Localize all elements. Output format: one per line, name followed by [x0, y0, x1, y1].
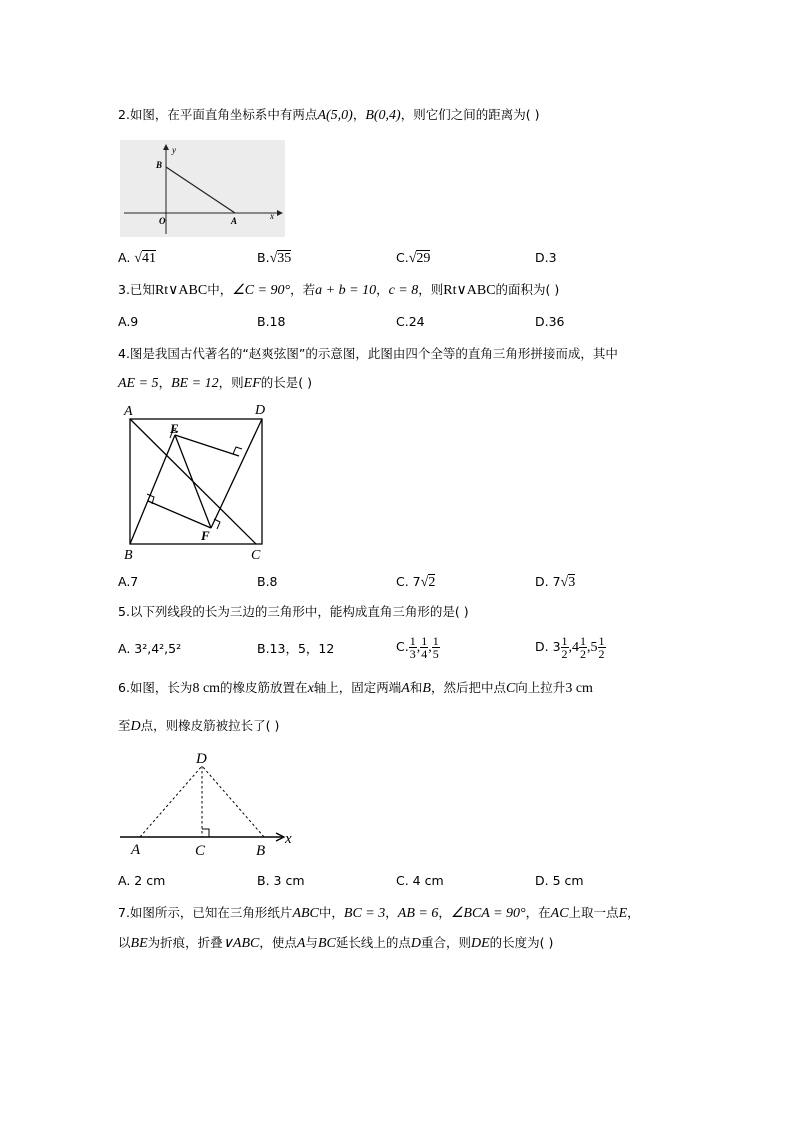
q7-d: D	[410, 936, 421, 951]
q2-point-a: A(5,0)	[317, 108, 353, 123]
q2-label-x: x	[270, 211, 274, 221]
q6-text-d: ，然后把中点	[430, 680, 506, 695]
q5-option-d-frac-3	[598, 635, 606, 660]
q4-line-d-f	[211, 419, 262, 528]
q6-x: x	[307, 681, 314, 696]
q5-option-d[interactable]	[535, 631, 606, 664]
q4-label-f: F	[201, 528, 210, 543]
q4-line-ef	[175, 435, 211, 528]
q6-line-bd	[202, 766, 264, 837]
q7-bc2: BC	[317, 936, 336, 951]
q4-line-e-right	[175, 435, 239, 456]
q5-option-b[interactable]: B.13，5，12	[257, 641, 335, 656]
q4-option-c-sqrt: √2	[420, 575, 436, 590]
q6-line-ad	[140, 766, 202, 837]
q6-and: 和	[409, 680, 423, 695]
q2-label-a: A	[231, 216, 238, 226]
q2-option-b-radicand: 35	[277, 251, 292, 266]
q2-figure-bg	[120, 140, 285, 237]
q3-stem	[118, 281, 559, 300]
q7-text-c: ，在	[525, 905, 551, 920]
q4-label-c: C	[251, 548, 261, 563]
q6-stem-line2	[118, 717, 279, 736]
q3-rt-triangle-2: Rt∨ABC	[443, 283, 496, 298]
q3-stem-end: 的面积为( )	[495, 282, 560, 297]
q3-mid2: ，若	[290, 282, 316, 297]
q4-option-d-label: D. 7	[535, 574, 561, 589]
q6-text-b: 的橡皮筋放置在	[220, 680, 308, 695]
q5-d-mid1: ,4	[568, 640, 580, 655]
q5-option-d-label: D. 3	[535, 639, 561, 654]
q6-text-a: 6.如图，长为	[118, 680, 193, 695]
q3-mid3: ，	[376, 282, 389, 297]
q4-be: BE = 12	[171, 376, 219, 391]
q5-frac-num: 1	[580, 634, 587, 648]
q3-stem-text: 3.已知	[118, 282, 155, 297]
q2-option-b-sqrt: √35	[269, 251, 292, 266]
q5-frac-num: 1	[432, 634, 439, 648]
q4-right-angle-right	[233, 447, 242, 454]
q2-option-a[interactable]	[118, 249, 156, 268]
q2-stem	[118, 106, 539, 125]
q2-stem-text: 2.如图，在平面直角坐标系中有两点	[118, 107, 318, 122]
q2-option-c-sqrt: √29	[408, 251, 431, 266]
q5-frac-den: 4	[421, 647, 428, 661]
q7-a: A	[296, 936, 306, 951]
q7-text-a: 7.如图所示，已知在三角形纸片	[118, 905, 293, 920]
q2-label-b: B	[156, 160, 163, 170]
q5-option-c-frac-1	[409, 635, 417, 660]
q2-option-c[interactable]	[396, 249, 430, 268]
q4-label-e: E	[170, 421, 179, 436]
q5-option-d-frac-1	[561, 635, 569, 660]
q4-post-pre: ，则	[218, 375, 244, 390]
q7-triangle: ∨ABC	[222, 936, 260, 951]
q4-option-d[interactable]	[535, 573, 575, 592]
q6-option-a[interactable]: A. 2 cm	[118, 873, 166, 888]
q6-text-c: 轴上，固定两端	[313, 680, 402, 695]
q5-frac-num: 1	[421, 634, 428, 648]
q5-frac-den: 2	[580, 647, 587, 661]
q2-label-y: y	[172, 145, 176, 155]
q4-label-d: D	[255, 403, 266, 418]
q5-option-d-frac-2	[579, 635, 587, 660]
q6-label-b: B	[256, 843, 266, 859]
q7-stem-line1	[118, 904, 640, 923]
q5-comma: ,	[416, 640, 421, 655]
q6-b: B	[422, 681, 431, 696]
q2-label-o: O	[159, 216, 166, 226]
q6-label-c: C	[195, 843, 206, 859]
q6-text-f: 至	[118, 718, 131, 733]
q4-option-d-radicand: 3	[568, 575, 576, 590]
q7-comma-1: ，	[385, 905, 398, 920]
q5-option-c[interactable]	[396, 631, 440, 664]
q3-mid1: 中，	[207, 282, 233, 297]
q2-stem-end: ，则它们之间的距离为( )	[400, 107, 540, 122]
q2-option-b[interactable]	[257, 249, 291, 268]
q7-bc: BC = 3	[343, 906, 386, 921]
q7-text-b: 中，	[318, 905, 344, 920]
q7-angle: ∠BCA = 90°	[450, 906, 526, 921]
q3-option-c[interactable]: C.24	[396, 314, 425, 329]
q7-text-i: 与	[305, 935, 318, 950]
q2-option-a-sqrt: √41	[134, 251, 156, 266]
q5-option-c-frac-3	[432, 635, 440, 660]
q5-frac-den: 3	[409, 647, 416, 661]
q4-figure	[118, 398, 278, 564]
q2-option-d[interactable]: D.3	[535, 250, 557, 265]
q2-option-a-radicand: 41	[141, 251, 156, 266]
q3-option-d[interactable]: D.36	[535, 314, 565, 329]
q4-stem-line2	[118, 374, 312, 393]
q7-ac: AC	[550, 906, 569, 921]
q7-text-g: 为折痕，折叠	[147, 935, 223, 950]
q6-option-c[interactable]: C. 4 cm	[396, 873, 444, 888]
q5-stem: 5.以下列线段的长为三边的三角形中，能构成直角三角形的是( )	[118, 604, 469, 619]
q5-option-c-label: C.	[396, 639, 409, 654]
q4-stem-end: 的长是( )	[260, 375, 312, 390]
q7-text-h: ，使点	[259, 935, 297, 950]
q2-point-b: B(0,4)	[365, 108, 401, 123]
q4-stem-line1: 4.图是我国古代著名的“赵爽弦图”的示意图，此图由四个全等的直角三角形拼接而成，其中	[118, 346, 618, 361]
q4-line-b-e	[130, 435, 175, 544]
q2-option-a-label: A.	[118, 250, 131, 265]
q6-text-e: 向上拉升	[515, 680, 566, 695]
q6-c: C	[505, 681, 516, 696]
q7-ab: AB = 6	[397, 906, 439, 921]
q4-option-c-radicand: 2	[428, 575, 436, 590]
q4-option-d-sqrt: √3	[560, 575, 576, 590]
q5-frac-den: 2	[561, 647, 568, 661]
q6-length: 8 cm	[192, 681, 221, 696]
q2-option-c-radicand: 29	[416, 251, 431, 266]
q7-text-e: ，	[627, 905, 640, 920]
q7-abc: ABC	[292, 906, 319, 921]
q3-angle: ∠C = 90°	[232, 283, 291, 298]
q4-label-b: B	[124, 548, 133, 563]
q6-right-angle	[202, 829, 209, 837]
q4-ae: AE = 5	[118, 376, 159, 391]
q4-option-a[interactable]: A.7	[118, 574, 139, 589]
q5-frac-den: 2	[598, 647, 605, 661]
q2-sep: ，	[352, 107, 366, 122]
q2-figure	[120, 140, 285, 237]
q2-option-c-label: C.	[396, 250, 409, 265]
q7-comma-2: ，	[438, 905, 451, 920]
q3-condition-1: a + b = 10	[315, 283, 377, 298]
q6-figure	[118, 748, 303, 863]
q7-stem-line2	[118, 934, 553, 953]
q5-frac-num: 1	[598, 634, 605, 648]
q7-text-l: 的长度为( )	[489, 935, 554, 950]
q6-label-x: x	[285, 831, 292, 847]
q4-sep: ，	[158, 375, 172, 390]
q6-label-d: D	[196, 751, 207, 767]
q7-be: BE	[130, 936, 148, 951]
q6-text-g: 点，则橡皮筋被拉长了( )	[140, 718, 280, 733]
q7-text-f: 以	[118, 935, 131, 950]
q4-option-b[interactable]: B.8	[257, 574, 278, 589]
q6-option-d[interactable]: D. 5 cm	[535, 873, 584, 888]
q7-text-j: 延长线上的点	[335, 935, 411, 950]
q3-rt-triangle-1: Rt∨ABC	[154, 283, 208, 298]
q6-stem-line1	[118, 679, 593, 698]
q7-e: E	[618, 906, 628, 921]
q5-option-c-frac-2	[420, 635, 428, 660]
q4-ef: EF	[243, 376, 261, 391]
q6-d: D	[130, 719, 141, 734]
q3-condition-2: c = 8	[388, 283, 419, 298]
q3-mid4: ，则	[418, 282, 444, 297]
q3-option-a[interactable]: A.9	[118, 314, 139, 329]
q4-option-c-label: C. 7	[396, 574, 421, 589]
q7-text-k: 重合，则	[420, 935, 471, 950]
q4-label-a: A	[124, 404, 133, 419]
q5-comma: ,	[428, 640, 432, 655]
q5-frac-den: 5	[432, 647, 439, 661]
q5-d-mid2: ,5	[587, 640, 598, 655]
q5-frac-num: 1	[561, 634, 568, 648]
q7-text-d: 上取一点	[568, 905, 619, 920]
q7-de: DE	[470, 936, 490, 951]
q6-a: A	[401, 681, 410, 696]
q6-option-b[interactable]: B. 3 cm	[257, 873, 305, 888]
q3-option-b[interactable]: B.18	[257, 314, 286, 329]
q6-rise: 3 cm	[565, 681, 593, 696]
q6-label-a: A	[131, 842, 141, 858]
q4-option-c[interactable]	[396, 573, 435, 592]
q5-frac-num: 1	[409, 634, 416, 648]
q5-option-a[interactable]: A. 3²,4²,5²	[118, 641, 182, 656]
q2-option-b-label: B.	[257, 250, 270, 265]
